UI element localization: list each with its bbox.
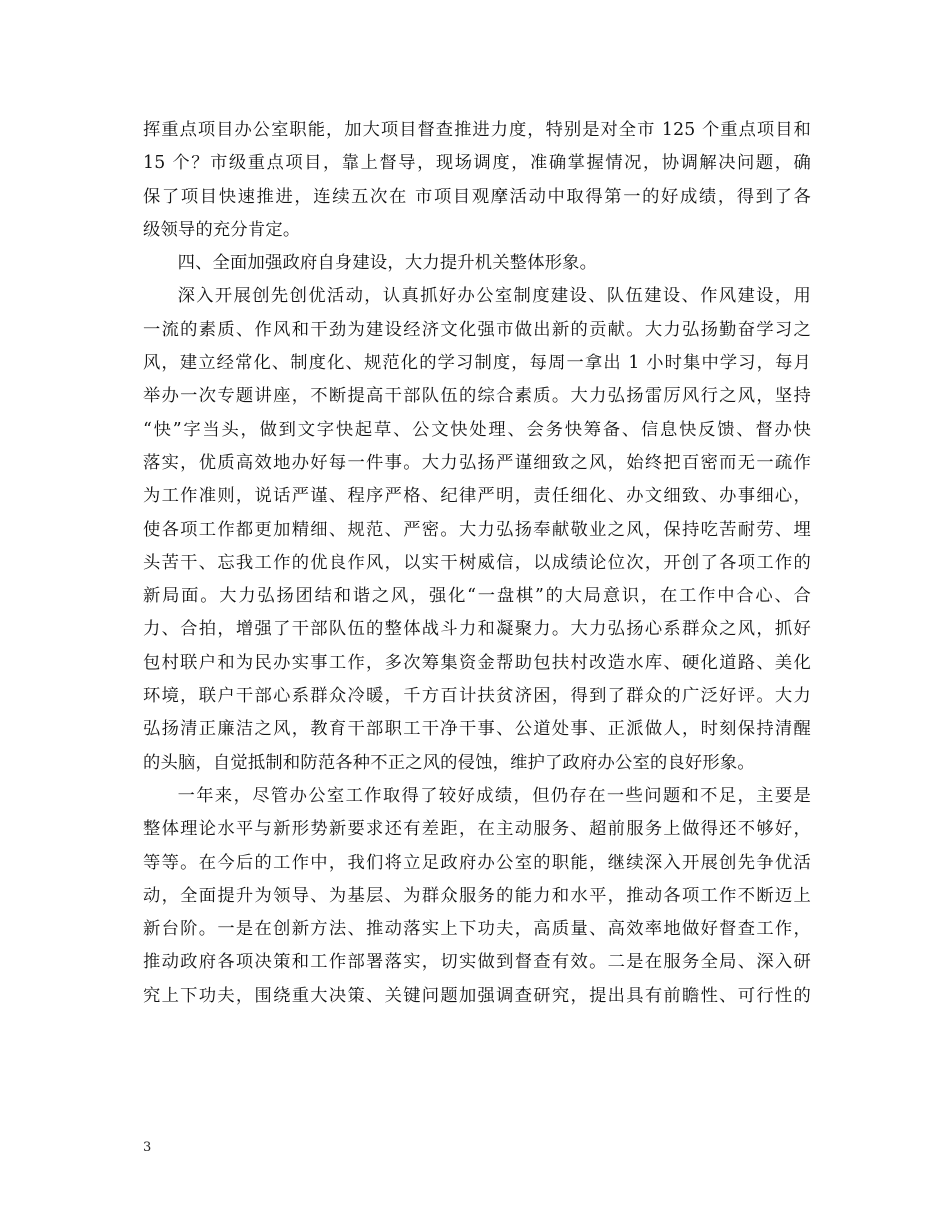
text-line: 弘扬清正廉洁之风，教育干部职工干净干事、公道处事、正派做人，时刻保持清醒 — [143, 719, 811, 740]
text-line: 挥重点项目办公室职能，加大项目督查推进力度，特别是对全市 125 个重点项目和 — [143, 120, 811, 140]
text-line: 为工作准则，说话严谨、程序严格、纪律严明，责任细化、办文细致、办事细心， — [143, 486, 811, 507]
text-line: 15 个？市级重点项目，靠上督导，现场调度，准确掌握情况，协调解决问题，确 — [143, 153, 811, 174]
text-line: 四、全面加强政府自身建设，大力提升机关整体形象。 — [177, 253, 598, 274]
text-line: 级领导的充分肯定。 — [143, 219, 301, 240]
text-line: 一流的素质、作风和干劲为建设经济文化强市做出新的贡献。大力弘扬勤奋学习之 — [143, 319, 811, 340]
text-line: 新局面。大力弘扬团结和谐之风，强化“一盘棋”的大局意识，在工作中合心、合 — [143, 586, 811, 607]
text-line: 风，建立经常化、制度化、规范化的学习制度，每周一拿出 1 小时集中学习，每月 — [143, 353, 811, 374]
body-text — [143, 114, 811, 1013]
section-heading — [143, 247, 811, 280]
paragraph-3 — [143, 280, 811, 779]
text-line: 落实，优质高效地办好每一件事。大力弘扬严谨细致之风，始终把百密而无一疏作 — [143, 452, 811, 473]
text-line: 动，全面提升为领导、为基层、为群众服务的能力和水平，推动各项工作不断迈上 — [143, 885, 811, 906]
paragraph-4 — [143, 780, 811, 1013]
text-line: 头苦干、忘我工作的优良作风，以实干树威信，以成绩论位次，开创了各项工作的 — [143, 552, 811, 573]
text-line: 推动政府各项决策和工作部署落实，切实做到督查有效。二是在服务全局、深入研 — [143, 952, 811, 973]
text-line: 力、合拍，增强了干部队伍的整体战斗力和凝聚力。大力弘扬心系群众之风，抓好 — [143, 619, 811, 640]
text-line: 新台阶。一是在创新方法、推动落实上下功夫，高质量、高效率地做好督查工作， — [143, 919, 811, 940]
text-line: 保了项目快速推进，连续五次在 市项目观摩活动中取得第一的好成绩，得到了各 — [143, 186, 811, 207]
text-line: 包村联户和为民办实事工作，多次筹集资金帮助包扶村改造水库、硬化道路、美化 — [143, 652, 811, 673]
text-line: 举办一次专题讲座，不断提高干部队伍的综合素质。大力弘扬雷厉风行之风，坚持 — [143, 386, 811, 407]
text-line: 使各项工作都更加精细、规范、严密。大力弘扬奉献敬业之风，保持吃苦耐劳、埋 — [143, 519, 811, 540]
text-line: 一年来，尽管办公室工作取得了较好成绩，但仍存在一些问题和不足，主要是 — [177, 785, 811, 806]
text-line: 等等。在今后的工作中，我们将立足政府办公室的职能，继续深入开展创先争优活 — [143, 852, 811, 873]
text-line: 整体理论水平与新形势新要求还有差距，在主动服务、超前服务上做得还不够好， — [143, 819, 811, 840]
text-line: 环境，联户干部心系群众冷暖，千方百计扶贫济困，得到了群众的广泛好评。大力 — [143, 686, 811, 707]
text-line: 究上下功夫，围绕重大决策、关键问题加强调查研究，提出具有前瞻性、可行性的 — [143, 985, 811, 1006]
text-line: 的头脑，自觉抵制和防范各种不正之风的侵蚀，维护了政府办公室的良好形象。 — [143, 752, 755, 773]
text-line: “快”字当头，做到文字快起草、公文快处理、会务快筹备、信息快反馈、督办快 — [143, 419, 811, 440]
paragraph-1 — [143, 114, 811, 247]
text-line: 深入开展创先创优活动，认真抓好办公室制度建设、队伍建设、作风建设，用 — [177, 286, 811, 307]
page-number: 3 — [143, 1140, 152, 1155]
